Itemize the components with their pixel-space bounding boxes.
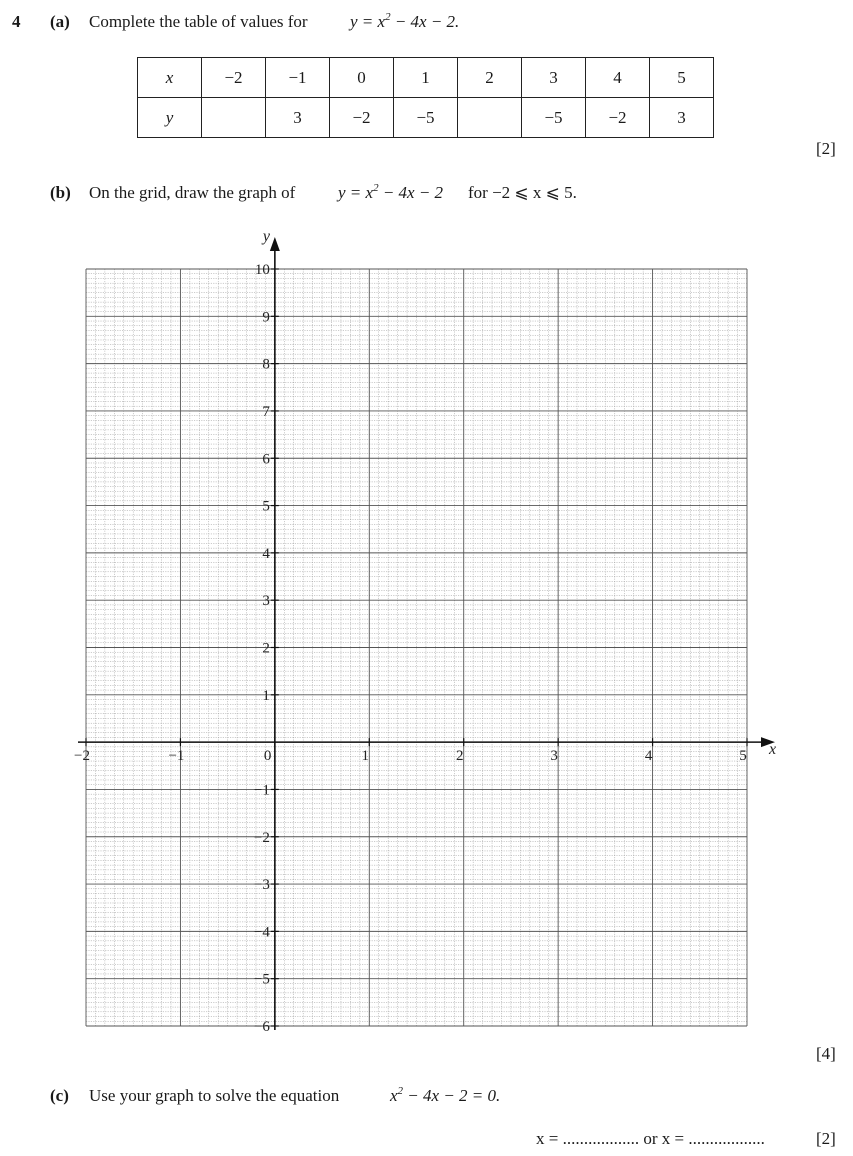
- table-header-y: y: [138, 98, 202, 138]
- part-b-eq-rhs: − 4x − 2: [378, 183, 444, 202]
- answer-line[interactable]: x = .................. or x = ..................: [536, 1129, 765, 1148]
- table-cell: 0: [330, 58, 394, 98]
- part-b-marks: [4]: [816, 1044, 836, 1063]
- table-cell: 1: [394, 58, 458, 98]
- x-tick-label: 1: [361, 748, 370, 765]
- y-tick-label: 7: [262, 403, 270, 420]
- part-a-eq-exp: 2: [385, 11, 391, 23]
- x-axis-label: x: [769, 741, 777, 759]
- y-tick-label: 2: [262, 640, 270, 657]
- y-tick-label: −5: [253, 971, 270, 988]
- y-tick-label: 5: [262, 498, 270, 515]
- x-tick-label: −1: [168, 748, 185, 765]
- part-c-eq-rhs: − 4x − 2 = 0.: [403, 1086, 501, 1105]
- table-cell: −2: [202, 58, 266, 98]
- part-c-label: (c): [50, 1086, 69, 1105]
- x-tick-label: 4: [644, 748, 653, 765]
- y-tick-label: −1: [253, 782, 270, 799]
- table-cell: 3: [650, 98, 714, 138]
- y-tick-label: 9: [262, 309, 270, 326]
- part-c-text: Use your graph to solve the equation: [89, 1086, 340, 1105]
- y-tick-label: 1: [262, 687, 270, 704]
- question-number: 4: [12, 12, 21, 31]
- table-cell: 5: [650, 58, 714, 98]
- table-cell: −1: [266, 58, 330, 98]
- part-b-label: (b): [50, 183, 71, 202]
- y-tick-label: 8: [262, 356, 270, 373]
- table-cell: 2: [458, 58, 522, 98]
- y-tick-label: −4: [253, 924, 270, 941]
- part-b-eq-lhs: y = x: [338, 183, 374, 202]
- table-cell: 4: [586, 58, 650, 98]
- x-tick-label: −2: [74, 748, 90, 765]
- part-a-eq-rhs: − 4x − 2.: [390, 12, 460, 31]
- table-cell: −5: [394, 98, 458, 138]
- y-tick-label: 4: [262, 545, 270, 562]
- y-tick-label: −6: [253, 1019, 270, 1035]
- y-axis-arrow-icon: [270, 237, 280, 251]
- part-c-equation: [390, 1086, 500, 1106]
- part-a-label: (a): [50, 12, 70, 31]
- part-b-eq-exp: 2: [373, 182, 379, 194]
- x-tick-label: 2: [455, 748, 464, 765]
- part-a-eq-lhs: y = x: [350, 12, 386, 31]
- y-tick-label: 10: [254, 262, 270, 278]
- y-axis-label: y: [262, 228, 270, 245]
- y-tick-label: −2: [253, 829, 270, 846]
- part-a-text: Complete the table of values for: [89, 12, 308, 31]
- table-cell: 3: [522, 58, 586, 98]
- table-cell: −2: [330, 98, 394, 138]
- x-tick-label: 0: [263, 748, 272, 765]
- y-tick-label: 3: [262, 593, 270, 610]
- y-tick-label: −3: [253, 877, 270, 894]
- part-b-range: for −2 ⩽ x ⩽ 5.: [468, 183, 577, 202]
- part-c-eq-lhs: x: [390, 1086, 398, 1105]
- y-tick-label: 6: [262, 451, 270, 468]
- part-c-marks: [2]: [816, 1129, 836, 1148]
- x-tick-label: 5: [739, 748, 747, 765]
- x-tick-label: 3: [550, 748, 558, 765]
- table-cell: −5: [522, 98, 586, 138]
- part-b-text: On the grid, draw the graph of: [89, 183, 296, 202]
- part-c-eq-exp: 2: [397, 1085, 404, 1097]
- table-header-x: x: [138, 58, 202, 98]
- part-a-marks: [2]: [816, 139, 836, 158]
- tick-labels: [74, 228, 776, 1035]
- table-cell: −2: [586, 98, 650, 138]
- table-cell: 3: [266, 98, 330, 138]
